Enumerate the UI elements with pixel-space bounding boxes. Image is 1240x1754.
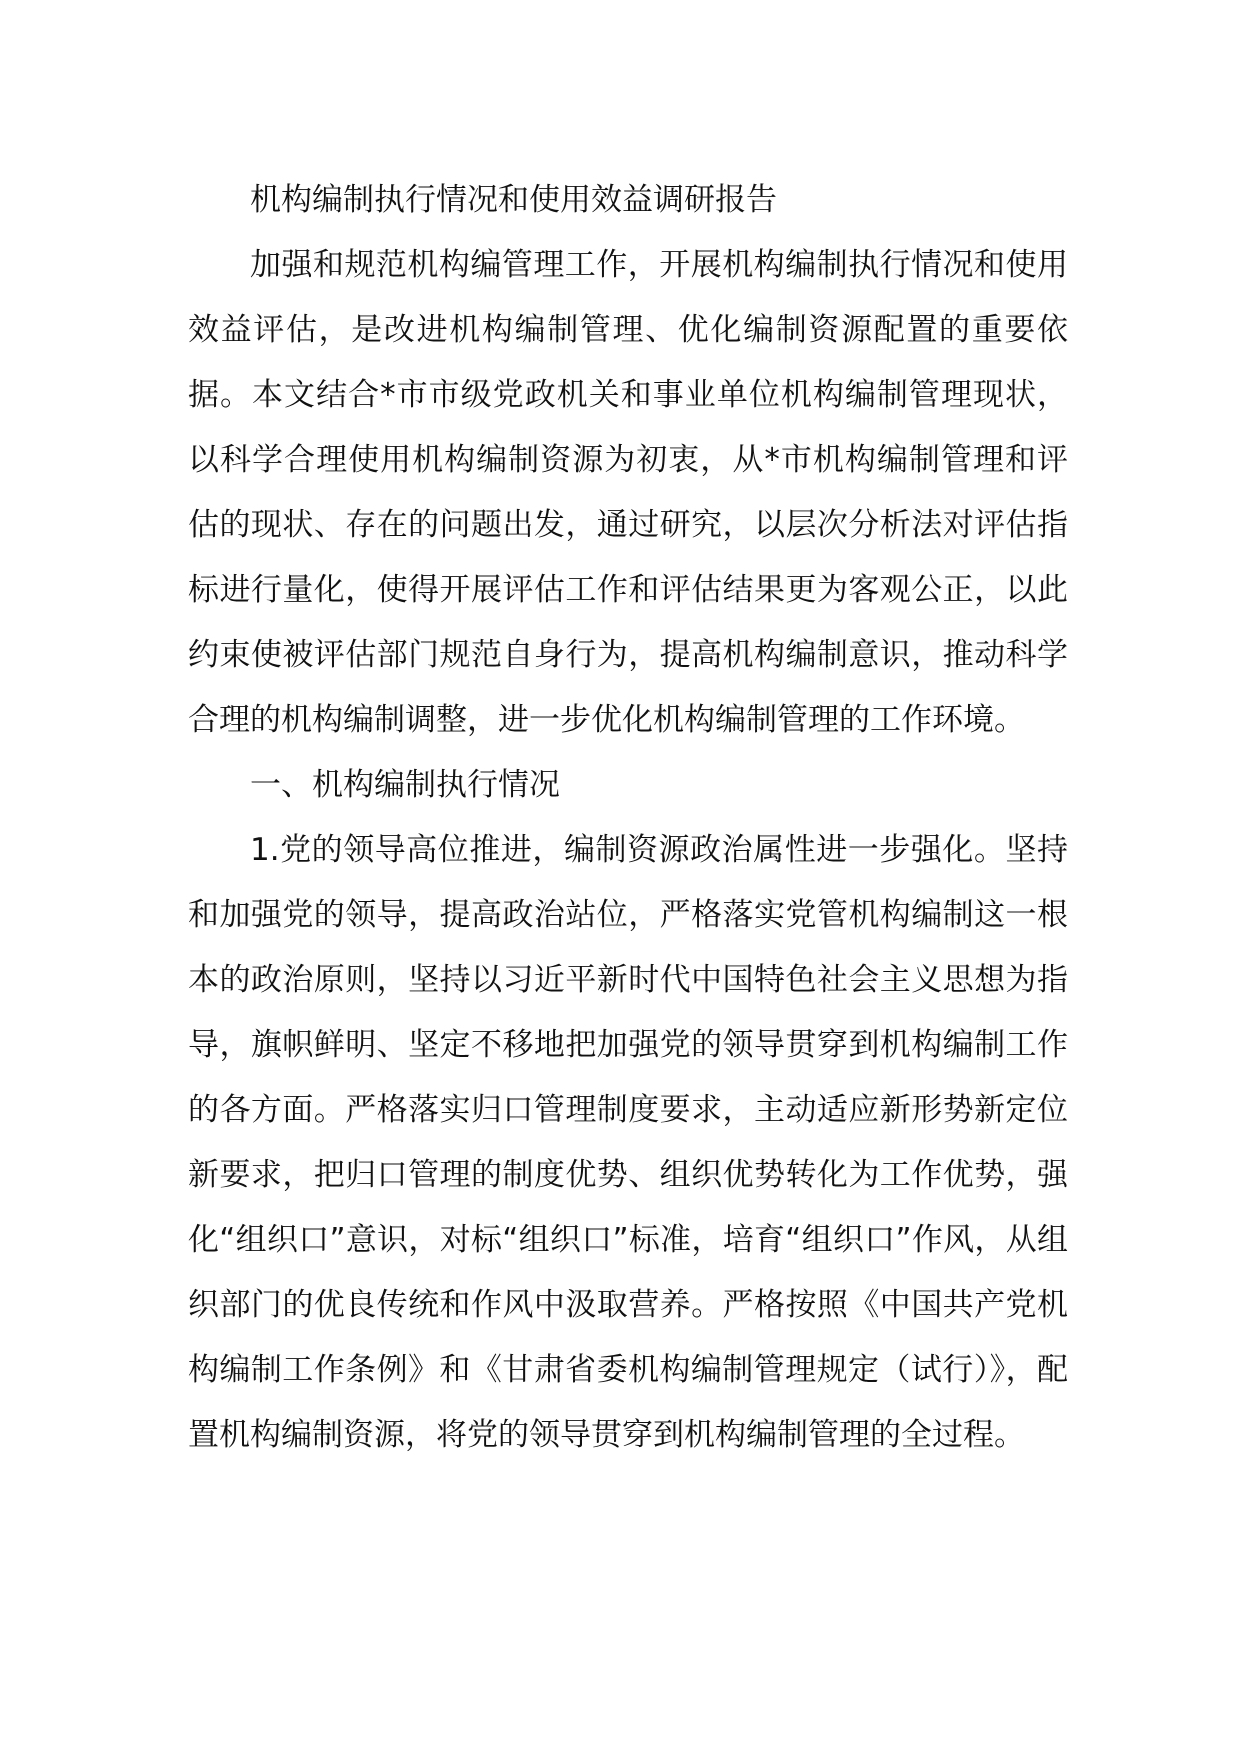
document-body <box>188 168 1068 1468</box>
section-paragraph: 1.党的领导高位推进，编制资源政治属性进一步强化。坚持和加强党的领导，提高政治站位，严格落实党管机构编制这一根本的政治原则，坚持以习近平新时代中国特色社会主义思想为指导，旗帜鲜明、坚定不移地把加强党的领导贯穿到机构编制工作的各方面。严格落实归口管理制度要求，主动适应新形势新定位新要求，把归口管理的制度优势、组织优势转化为工作优势，强化“组织口”意识，对标“组织口”标准，培育“组织口”作风，从组织部门的优良传统和作风中汲取营养。严格按照《中国共产党机构编制工作条例》和《甘肃省委机构编制管理规定（试行）》，配置机构编制资源，将党的领导贯穿到机构编制管理的全过程。 <box>188 832 1068 1453</box>
document-title: 机构编制执行情况和使用效益调研报告 <box>250 182 777 218</box>
section-heading: 一、机构编制执行情况 <box>250 767 560 803</box>
intro-paragraph: 加强和规范机构编管理工作，开展机构编制执行情况和使用效益评估，是改进机构编制管理、优化编制资源配置的重要依据。本文结合*市市级党政机关和事业单位机构编制管理现状，以科学合理使用机构编制资源为初衷，从*市机构编制管理和评估的现状、存在的问题出发，通过研究，以层次分析法对评估指标进行量化，使得开展评估工作和评估结果更为客观公正，以此约束使被评估部门规范自身行为，提高机构编制意识，推动科学合理的机构编制调整，进一步优化机构编制管理的工作环境。 <box>188 247 1068 738</box>
